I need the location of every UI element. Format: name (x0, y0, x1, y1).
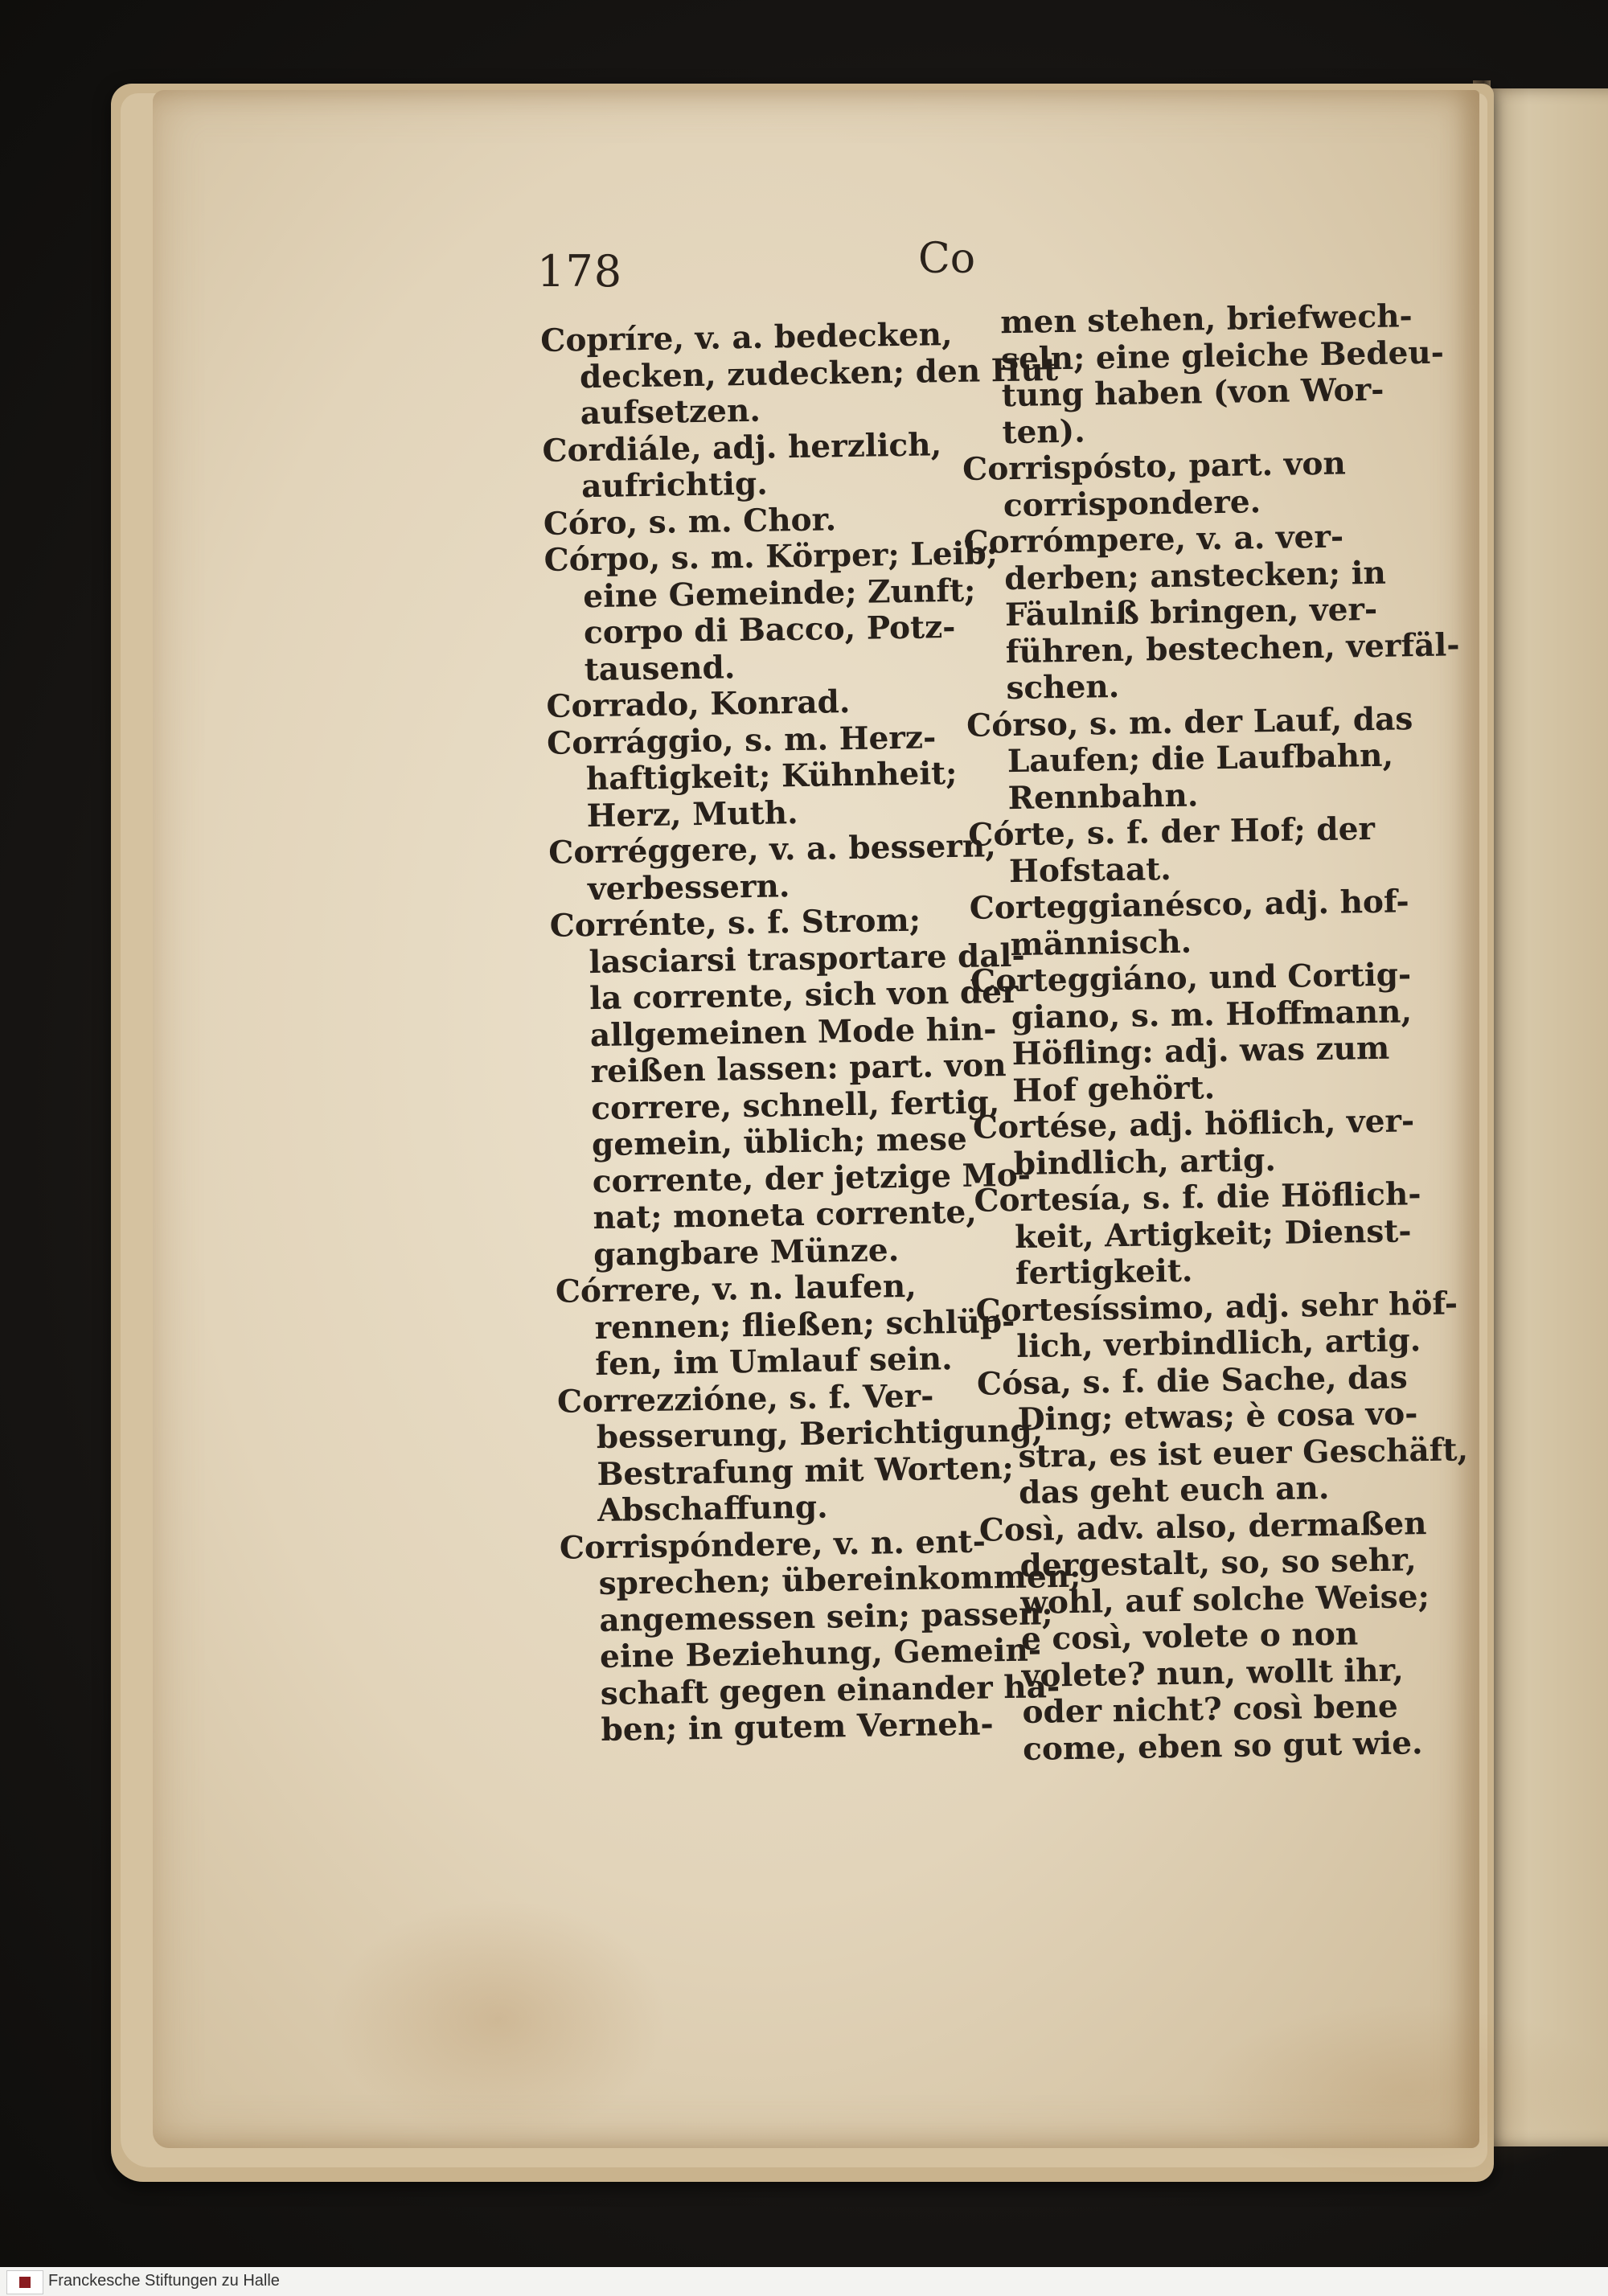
dictionary-line: corrispondere. (1003, 482, 1261, 524)
dictionary-line: Córpo, s. m. Körper; Leib; (544, 535, 999, 579)
dictionary-line: Laufen; die Laufbahn, (1007, 736, 1394, 781)
dictionary-line: tausend. (584, 648, 736, 688)
dictionary-line: keit, Artigkeit; Dienst- (1014, 1212, 1412, 1256)
dictionary-line: Córte, s. f. der Hof; der (967, 810, 1376, 854)
dictionary-line: fertigkeit. (1015, 1252, 1193, 1293)
dictionary-line: stra, es ist euer Geschäft, (1018, 1430, 1469, 1475)
institution-logo-icon (6, 2270, 43, 2294)
dictionary-line: Correzzióne, s. f. Ver- (556, 1376, 934, 1421)
dictionary-line: sprechen; übereinkommen; (598, 1557, 1081, 1603)
dictionary-line: Höfling: adj. was zum (1011, 1029, 1390, 1073)
dictionary-line: Copríre, v. a. bedecken, (539, 315, 953, 359)
dictionary-line: verbessern. (587, 867, 790, 908)
dictionary-line: schen. (1006, 667, 1120, 707)
dictionary-line: eine Gemeinde; Zunft; (582, 572, 976, 615)
dictionary-line: Cortése, adj. höflich, ver- (972, 1102, 1415, 1146)
dictionary-line: corpo di Bacco, Potz- (583, 608, 956, 652)
dictionary-line: Cortesíssimo, adj. sehr höf- (975, 1284, 1458, 1330)
dictionary-line: Corteggianésco, adj. hof- (969, 883, 1409, 927)
dictionary-line: Ding; etwas; è cosa vo- (1017, 1395, 1418, 1439)
dictionary-line: gemein, üblich; mese (591, 1120, 968, 1164)
dictionary-line: rennen; fließen; schlüp- (594, 1302, 1015, 1347)
dictionary-line: la corrente, sich von der (589, 973, 1019, 1018)
facing-page-edge (1479, 88, 1608, 2146)
dictionary-line: führen, bestechen, verfäl- (1005, 625, 1460, 670)
dictionary-line: das geht euch an. (1018, 1469, 1330, 1512)
dictionary-line: e così, volete o non (1020, 1615, 1359, 1658)
dictionary-line: eine Beziehung, Gemein- (599, 1631, 1042, 1676)
dictionary-line: correre, schnell, fertig, (590, 1083, 1000, 1127)
dictionary-line: schaft gegen einander ha- (600, 1667, 1060, 1712)
dictionary-line: wohl, auf solche Weise; (1019, 1577, 1430, 1622)
dictionary-line: allgemeinen Mode hin- (589, 1010, 997, 1054)
page-number: 178 (537, 246, 623, 297)
dictionary-line: reißen lassen: part. von (590, 1047, 1007, 1091)
dictionary-line: gangbare Münze. (593, 1231, 900, 1273)
institution-name: Franckesche Stiftungen zu Halle (48, 2272, 280, 2290)
dictionary-line: aufsetzen. (580, 392, 761, 433)
dictionary-line: besserung, Berichtigung, (596, 1412, 1044, 1457)
dictionary-line: Herz, Muth. (586, 793, 798, 834)
dictionary-line: aufrichtig. (580, 465, 769, 506)
dictionary-line: ten). (1002, 412, 1086, 451)
dictionary-line: Córso, s. m. der Lauf, das (966, 699, 1413, 744)
dictionary-line: nat; moneta corrente, (593, 1193, 978, 1237)
dictionary-line: Corrado, Konrad. (546, 683, 851, 725)
dictionary-line: männisch. (1010, 923, 1192, 963)
dictionary-line: tung haben (von Wor- (1001, 371, 1384, 415)
dictionary-line: fen, im Umlauf sein. (594, 1340, 954, 1384)
dictionary-line: Corrispósto, part. von (962, 445, 1347, 488)
dictionary-line: derben; anstecken; in (1003, 554, 1387, 597)
dictionary-line: ben; in gutem Verneh- (601, 1705, 995, 1749)
dictionary-line: Cordiále, adj. herzlich, (542, 425, 942, 469)
right-dictionary-column (960, 297, 1469, 1769)
dictionary-line: seln; eine gleiche Bedeu- (1000, 334, 1445, 378)
dictionary-line: lasciarsi trasportare dal- (589, 937, 1025, 981)
running-header: Co (918, 235, 976, 283)
dictionary-line: Hofstaat. (1008, 850, 1172, 890)
dictionary-line: Cósa, s. f. die Sache, das (976, 1358, 1408, 1403)
dictionary-line: Bestrafung mit Worten; (597, 1449, 1015, 1493)
footer-bar (0, 2267, 1608, 2296)
paper-stain (1198, 2003, 1608, 2180)
dictionary-line: Corteggiáno, und Cortig- (970, 956, 1412, 1000)
dictionary-line: Corrómpere, v. a. ver- (963, 518, 1344, 561)
dictionary-line: Corréggere, v. a. bessern, (548, 827, 997, 871)
dictionary-line: Córrere, v. n. laufen, (555, 1267, 917, 1310)
dictionary-line: corrente, der jetzige Mo- (592, 1156, 1032, 1200)
dictionary-line: bindlich, artig. (1013, 1141, 1277, 1183)
dictionary-line: angemessen sein; passen; (598, 1594, 1054, 1639)
dictionary-line: Corrispóndere, v. n. ent- (559, 1522, 987, 1567)
dictionary-line: lich, verbindlich, artig. (1015, 1322, 1421, 1366)
dictionary-line: giano, s. m. Hoffmann, (1011, 992, 1413, 1036)
dictionary-line: come, eben so gut wie. (1022, 1724, 1423, 1768)
dictionary-line: Così, adv. also, dermaßen (978, 1504, 1427, 1549)
dictionary-line: Abschaffung. (597, 1488, 828, 1530)
dictionary-line: dergestalt, so, so sehr, (1019, 1541, 1417, 1585)
dictionary-line: Fäulniß bringen, ver- (1004, 590, 1378, 634)
dictionary-line: Corrénte, s. f. Strom; (549, 901, 921, 945)
dictionary-line: Córo, s. m. Chor. (543, 500, 837, 543)
dictionary-line: oder nicht? così bene (1022, 1687, 1399, 1731)
dictionary-line: Corrággio, s. m. Herz- (546, 718, 937, 762)
dictionary-line: Hof gehört. (1011, 1068, 1216, 1109)
dictionary-line: Cortesía, s. f. die Höflich- (974, 1175, 1421, 1220)
dictionary-line: volete? nun, wollt ihr, (1021, 1651, 1405, 1695)
dictionary-line: men stehen, briefwech- (999, 297, 1413, 342)
paper-stain (330, 1899, 667, 2140)
dictionary-line: decken, zudecken; den Hut (579, 351, 1059, 396)
dictionary-line: Rennbahn. (1007, 776, 1199, 817)
dictionary-line: haftigkeit; Kühnheit; (585, 754, 958, 798)
